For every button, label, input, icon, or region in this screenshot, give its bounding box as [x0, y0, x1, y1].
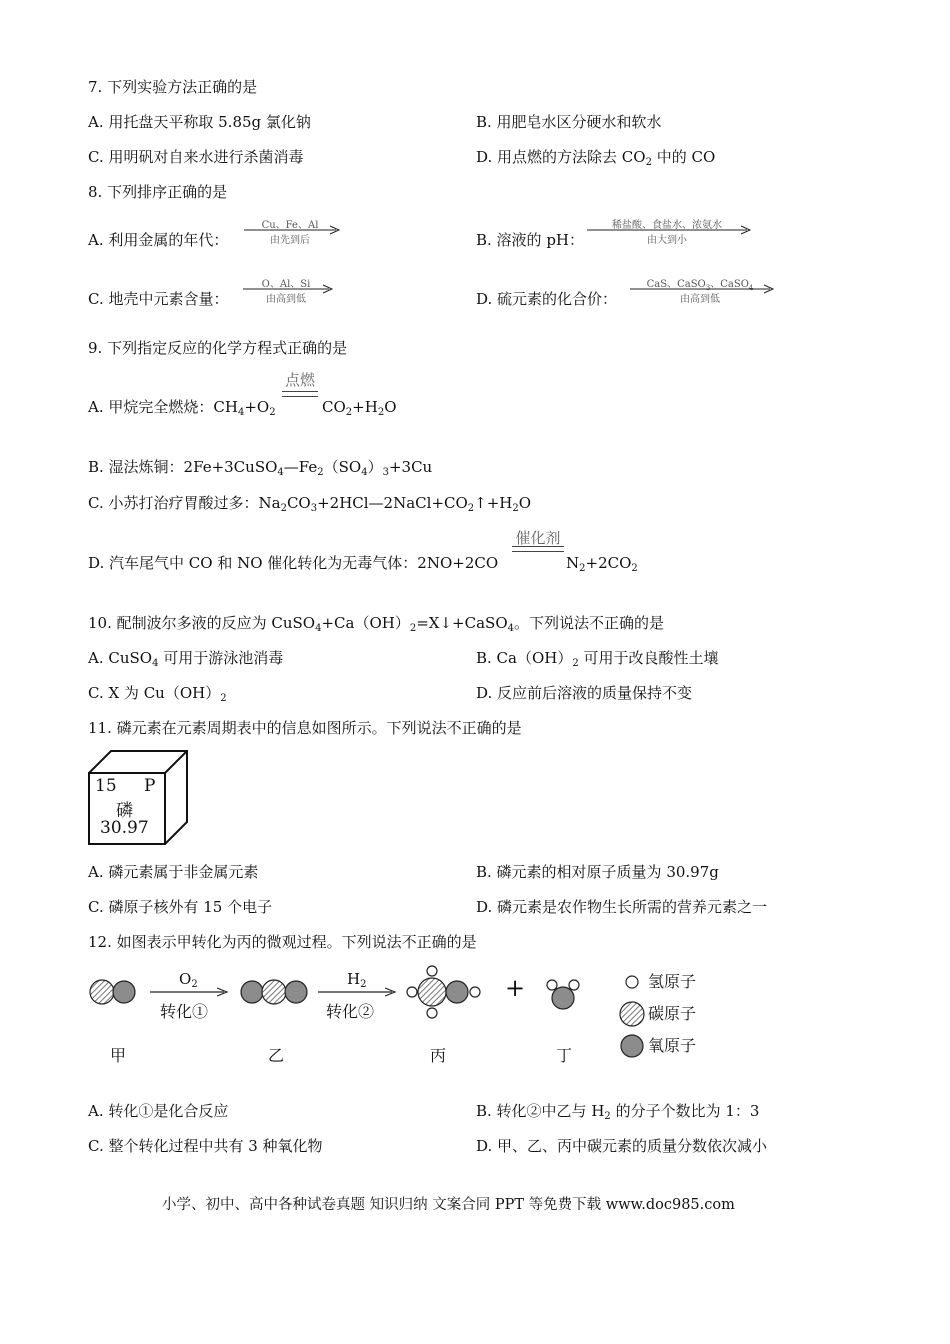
- q10-option-a: A. CuSO$_4$ 可用于游泳池消毒: [88, 649, 284, 669]
- q8-d-arrow: [630, 275, 776, 305]
- element-symbol: P: [144, 776, 156, 796]
- element-name: 磷: [116, 801, 133, 821]
- q8-c-arrow: [243, 275, 335, 305]
- carbon-atom-icon: [620, 1002, 644, 1026]
- q12-option-d: D. 甲、乙、丙中碳元素的质量分数依次减小: [476, 1137, 768, 1155]
- legend-hydrogen: 氢原子: [648, 972, 697, 991]
- arrow-2-reagent: $H_2$: [347, 970, 367, 990]
- q9-d-equals: [512, 546, 564, 552]
- q8-d-arrow-top: CaS、CaSO$_3$、CaSO$_4$: [646, 279, 754, 292]
- q8-c-arrow-top: O、Al、Si: [261, 279, 311, 290]
- q7-option-b: B. 用肥皂水区分硬水和软水: [476, 113, 662, 131]
- q10-option-b: B. $Ca(OH)_2$ 可用于改良酸性土壤: [476, 649, 719, 669]
- q9-option-a: A. 甲烷完全燃烧：$CH_4+O_2$: [88, 398, 276, 418]
- legend-oxygen: 氧原子: [648, 1036, 697, 1055]
- hydrogen-atom-icon: [626, 976, 638, 988]
- q7-stem: 7. 下列实验方法正确的是: [88, 78, 258, 96]
- q7-option-a: A. 用托盘天平称取 5.85g 氯化钠: [88, 113, 311, 131]
- q9-option-c: C. 小苏打治疗胃酸过多：$Na_2CO_3+2HCl—2NaCl+CO_2↑+H_2O$: [88, 494, 532, 514]
- q7-option-c: C. 用明矾对自来水进行杀菌消毒: [88, 148, 304, 166]
- q8-b-arrow-top: 稀盐酸、食盐水、浓氨水: [612, 220, 722, 231]
- q11-option-d: D. 磷元素是农作物生长所需的营养元素之一: [476, 898, 768, 916]
- footer-banner: 小学、初中、高中各种试卷真题 知识归纳 文案合同 PPT 等免费下载 www.doc985.com: [162, 1197, 735, 1213]
- molecule-bing: [407, 966, 480, 1018]
- q10-option-c: C. X 为 $Cu(OH)_2$: [88, 684, 227, 704]
- oxygen-atom-icon: [621, 1035, 643, 1057]
- q9-stem: 9. 下列指定反应的化学方程式正确的是: [88, 339, 348, 357]
- q8-c-arrow-bottom: 由高到低: [266, 294, 306, 305]
- q8-a-arrow-top: Cu、Fe、Al: [261, 220, 319, 231]
- q8-option-d: D. 硫元素的化合价：: [476, 290, 618, 308]
- q8-option-a: A. 利用金属的年代：: [88, 231, 229, 249]
- q8-d-arrow-bottom: 由高到低: [680, 294, 720, 305]
- label-ding: 丁: [556, 1046, 573, 1065]
- q10-stem: 10. 配制波尔多液的反应为 $CuSO_4+Ca(OH)_2=X↓+CaSO_4$。下列说法不正确的是: [88, 614, 665, 634]
- q8-a-arrow-bottom: 由先到后: [270, 235, 310, 246]
- q9-a-products: $CO_2+H_2O$: [322, 398, 397, 418]
- q12-stem: 12. 如图表示甲转化为丙的微观过程。下列说法不正确的是: [88, 933, 477, 951]
- q11-option-c: C. 磷原子核外有 15 个电子: [88, 898, 273, 916]
- q8-stem: 8. 下列排序正确的是: [88, 183, 228, 201]
- q9-d-condition: 催化剂: [515, 529, 561, 547]
- q10-option-d: D. 反应前后溶液的质量保持不变: [476, 684, 693, 702]
- arrow-2-label: 转化②: [326, 1002, 375, 1021]
- q9-d-products: $N_2+2CO_2$: [566, 554, 638, 574]
- q12-option-a: A. 转化①是化合反应: [88, 1102, 229, 1120]
- q9-a-condition: 点燃: [284, 371, 315, 389]
- molecule-yi: [241, 980, 307, 1004]
- q7-option-d: D. 用点燃的方法除去 $CO_2$ 中的 CO: [476, 148, 716, 168]
- q9-option-b: B. 湿法炼铜：$2Fe+3CuSO_4—Fe_2(SO_4)_3+3Cu$: [88, 458, 433, 478]
- arrow-1-reagent: $O_2$: [179, 970, 198, 990]
- legend-carbon: 碳原子: [648, 1004, 697, 1023]
- q8-b-arrow: [587, 216, 752, 246]
- q9-option-d: D. 汽车尾气中 CO 和 NO 催化转化为无毒气体：2NO+2CO: [88, 554, 499, 572]
- q9-a-equals: [282, 391, 318, 397]
- arrow-1-label: 转化①: [160, 1002, 209, 1021]
- q11-stem: 11. 磷元素在元素周期表中的信息如图所示。下列说法不正确的是: [88, 719, 522, 737]
- label-jia: 甲: [110, 1046, 127, 1065]
- q8-option-b: B. 溶液的 pH：: [476, 231, 585, 249]
- label-yi: 乙: [268, 1046, 285, 1065]
- q11-option-b: B. 磷元素的相对原子质量为 30.97g: [476, 863, 719, 881]
- plus-sign: +: [505, 974, 526, 1002]
- q12-option-b: B. 转化②中乙与 $H_2$ 的分子个数比为 1：3: [476, 1102, 760, 1122]
- q11-option-a: A. 磷元素属于非金属元素: [88, 863, 259, 881]
- label-bing: 丙: [430, 1046, 447, 1065]
- q12-option-c: C. 整个转化过程中共有 3 种氧化物: [88, 1137, 323, 1155]
- q8-b-arrow-bottom: 由大到小: [647, 235, 687, 246]
- molecule-ding: [547, 980, 579, 1009]
- q12-reaction-diagram: [0, 960, 950, 1070]
- molecule-jia: [90, 980, 135, 1004]
- atomic-mass: 30.97: [100, 818, 149, 838]
- q8-a-arrow: [244, 216, 342, 246]
- element-tile-phosphorus: [88, 750, 188, 846]
- q8-option-c: C. 地壳中元素含量：: [88, 290, 229, 308]
- atomic-number: 15: [95, 776, 117, 796]
